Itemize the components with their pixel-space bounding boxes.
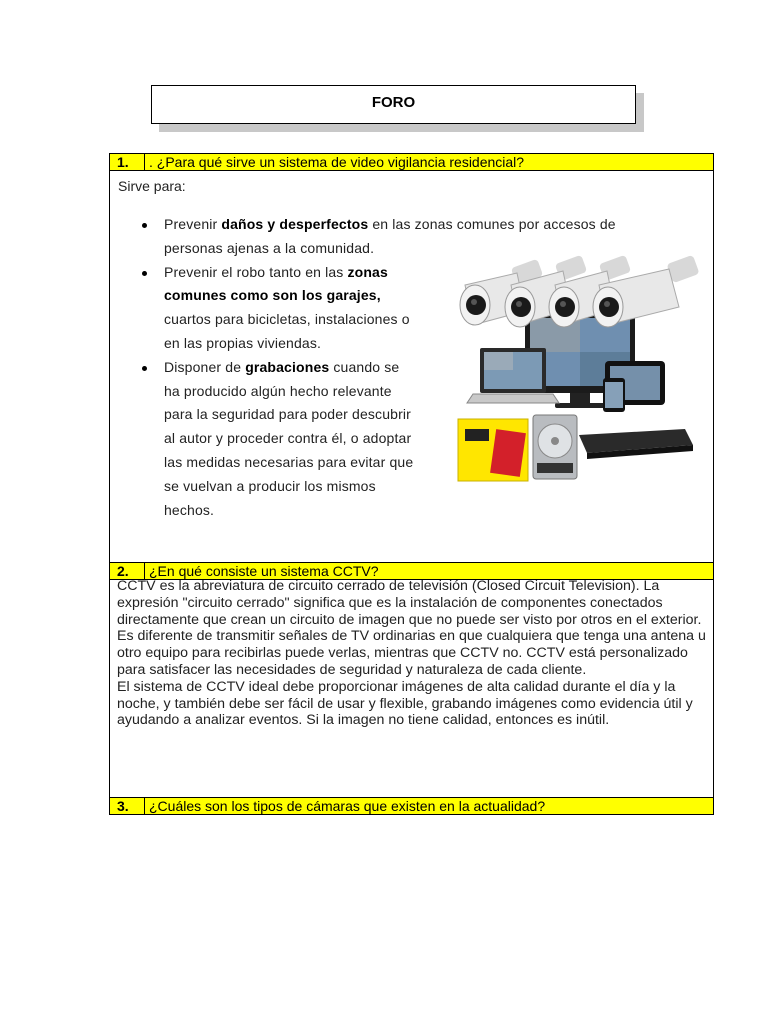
answer-2-paragraph: Es diferente de transmitir señales de TV ordinarias en que cualquiera que tenga una antena u otro equipo para recibirlas puede verlas, mientras que CCTV no. CCTV está personalizado para satisfacer las necesidades de seguridad y naturaleza de cada cliente. (117, 628, 706, 678)
dvr-recorder-icon (579, 429, 693, 459)
hard-drive-icon (533, 415, 577, 479)
bullet-3-line-2: ha producido algún hecho relevante (164, 382, 392, 399)
answer-intro: Sirve para: (118, 178, 186, 194)
bullet-1-bold: daños y desperfectos (221, 216, 369, 232)
question-number: 1. (110, 154, 145, 170)
bullet-1-text-end: en las zonas comunes por accesos de (368, 216, 616, 232)
answer-cell-2 (109, 579, 714, 797)
question-row-3 (109, 797, 714, 815)
bullet-2-line-4: en las propias viviendas. (164, 334, 322, 351)
bullet-2-bold-line-2: comunes como son los garajes, (164, 287, 381, 304)
bullet-3-line-5: las medidas necesarias para evitar que (164, 453, 414, 470)
bullet-3-text: Disponer de (164, 358, 246, 375)
question-number: 3. (110, 798, 145, 814)
bullet-3-line-3: para la seguridad para poder descubrir (164, 406, 411, 423)
bullet-2-bold: zonas (347, 263, 388, 280)
question-row-1 (109, 153, 714, 171)
bullet-3-bold: grabaciones (245, 358, 330, 375)
cctv-kit-image (455, 253, 705, 485)
question-number: 2. (110, 563, 145, 579)
answer-2-text (117, 578, 707, 729)
question-text: ¿En qué consiste un sistema CCTV? (149, 563, 379, 579)
warning-sign-icon (458, 419, 528, 481)
phone-icon (603, 378, 625, 412)
page-title (151, 85, 636, 124)
answer-2-paragraph: El sistema de CCTV ideal debe proporcionar imágenes de alta calidad durante el día y la noche, y también debe ser fácil de usar y flexible, grabando imágenes como evidencia útil y ayudando a analizar eventos. Si la imagen no tiene calidad, entonces es inútil. (117, 678, 693, 729)
laptop-icon (467, 348, 559, 403)
bullet-3-line-4: al autor y proceder contra él, o adoptar (164, 430, 412, 447)
bullet-2-line-3: cuartos para bicicletas, instalaciones o (164, 311, 410, 328)
bullet-1-text: Prevenir (164, 216, 222, 232)
bullet-1-line-2: personas ajenas a la comunidad. (164, 239, 375, 256)
bullet-2-text: Prevenir el robo tanto en las (164, 263, 348, 280)
bullet-3-line-7: hechos. (164, 501, 215, 518)
bullet-3-line-6: se vuelvan a producir los mismos (164, 477, 376, 494)
page-title-text: FORO (371, 94, 416, 111)
question-text: ¿Cuáles son los tipos de cámaras que existen en la actualidad? (149, 798, 546, 814)
bullet-3-text-end: cuando se (329, 358, 400, 375)
question-text: . ¿Para qué sirve un sistema de video vigilancia residencial? (149, 154, 525, 170)
answer-2-paragraph: CCTV es la abreviatura de circuito cerrado de televisión (Closed Circuit Television). La expresión "circuito cerrado" significa que es la instalación de componentes conectados directamente que crean un circuito de imagen que no puede ser visto por otros en el exterior. (117, 578, 702, 628)
